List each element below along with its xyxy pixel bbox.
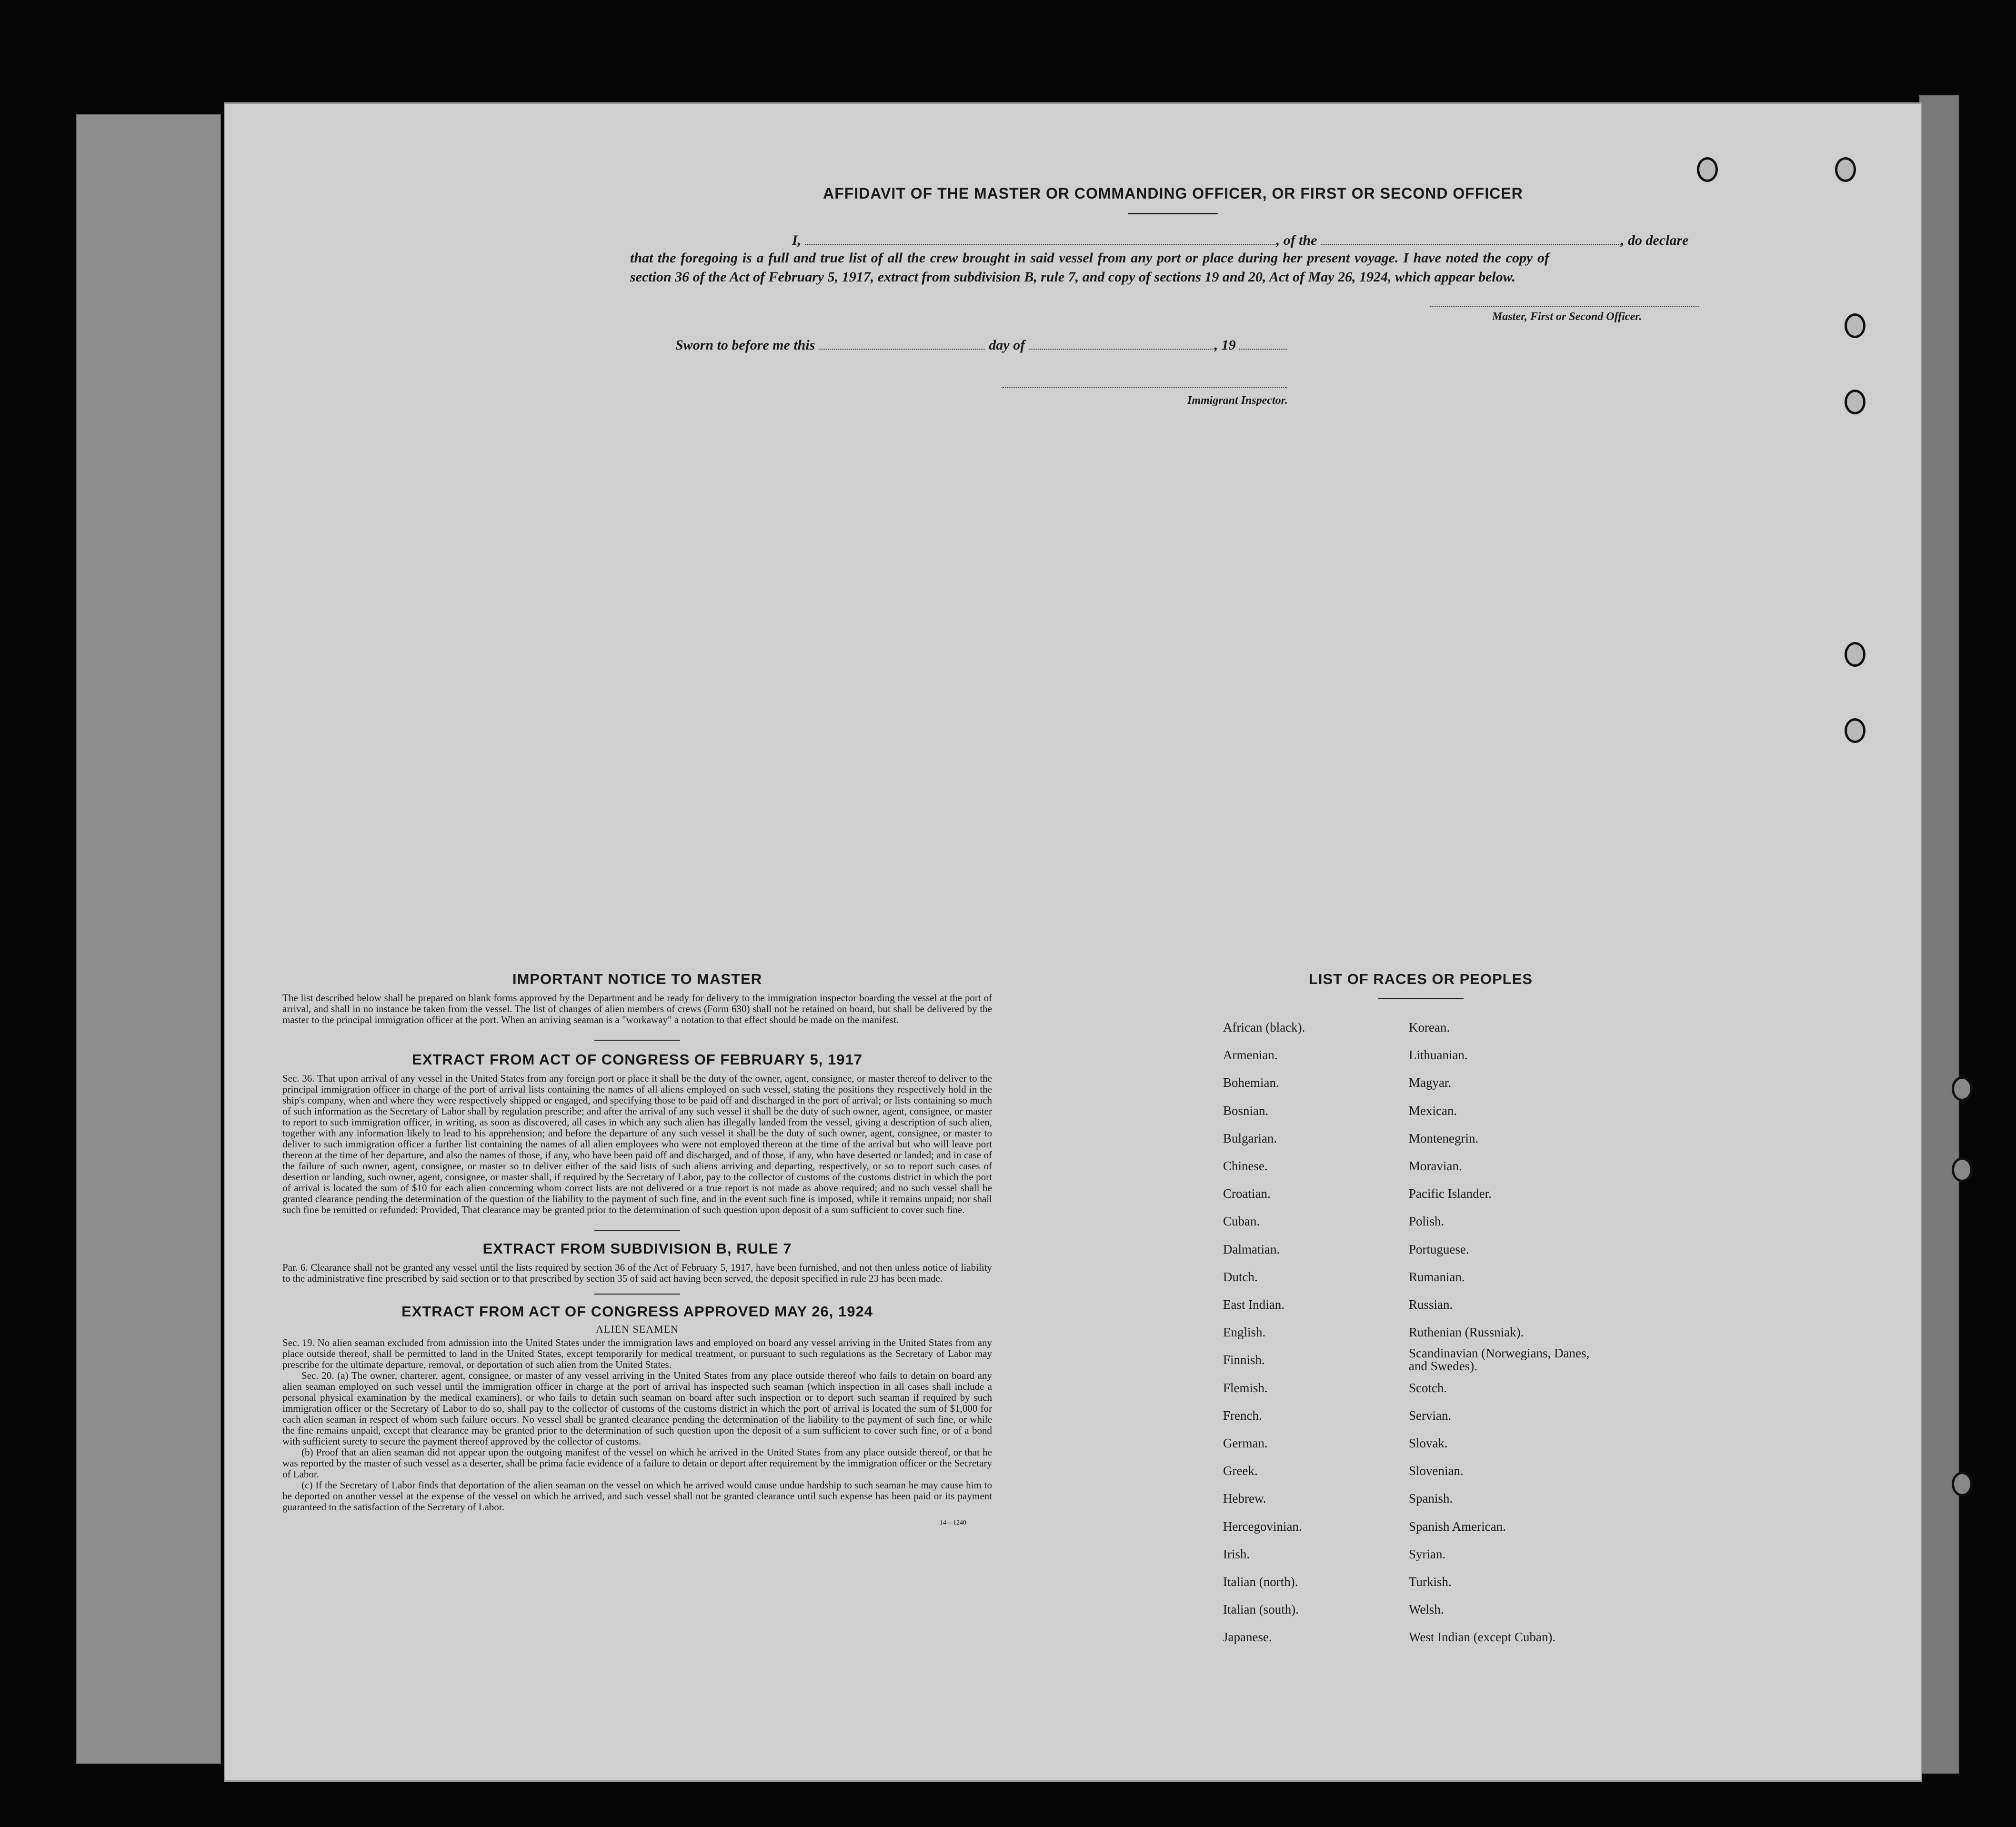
punch-hole [1835, 157, 1856, 182]
sworn-line [597, 334, 1749, 353]
punch-hole [1845, 313, 1866, 338]
race-entry: Servian. [1409, 1408, 1452, 1423]
year-label: , 19 [1214, 337, 1236, 353]
affidavit-of-the-label: , of the [1276, 232, 1317, 248]
race-entry: Scandinavian (Norwegians, Danes, and Swedes). [1409, 1346, 1590, 1374]
sworn-month-field[interactable] [1029, 334, 1214, 350]
extract-1924-sec19: Sec. 19. No alien seaman excluded from admission into the United States under the immigration laws and employed on board any vessel arriving in the United States from any place outside thereof, shall be permitted to land in the United States, except temporarily for medical treatment, or pursuant to such regulations as the Secretary of Labor may prescribe for the ultimate departure, removal, or deportation of such alien from the United States. [282, 1337, 992, 1370]
divider [594, 1294, 680, 1295]
race-entry: Rumanian. [1409, 1269, 1465, 1284]
race-entry: Bosnian. [1223, 1103, 1269, 1118]
race-entry: Portuguese. [1409, 1242, 1469, 1256]
affidavit-declare-label: , do declare [1621, 232, 1689, 248]
race-entry: Dalmatian. [1223, 1242, 1280, 1256]
race-entry: Mexican. [1409, 1103, 1457, 1118]
race-entry: Slovenian. [1409, 1464, 1464, 1478]
master-signature-label: Master, First or Second Officer. [1492, 311, 1642, 323]
inspector-label: Immigrant Inspector. [1187, 394, 1288, 407]
divider [1378, 998, 1464, 999]
master-signature-line[interactable] [1430, 306, 1699, 307]
underlying-page-left [76, 114, 221, 1764]
race-entry: English. [1223, 1325, 1266, 1340]
master-name-field[interactable] [805, 230, 1276, 245]
race-entry: Spanish American. [1409, 1519, 1506, 1534]
sworn-label: Sworn to before me this [675, 337, 815, 353]
punch-hole [1845, 390, 1866, 414]
race-entry: Magyar. [1409, 1075, 1452, 1090]
race-entry: Finnish. [1223, 1353, 1265, 1367]
race-entry: Dutch. [1223, 1269, 1258, 1284]
race-entry: Hebrew. [1223, 1491, 1266, 1506]
race-entry: Japanese. [1223, 1630, 1272, 1645]
race-entry: Pacific Islander. [1409, 1186, 1492, 1201]
race-entry: African (black). [1223, 1020, 1305, 1034]
races-section [1216, 971, 1625, 999]
sworn-day-field[interactable] [819, 334, 985, 350]
race-entry: Montenegrin. [1409, 1131, 1479, 1145]
race-entry: Irish. [1223, 1546, 1250, 1561]
race-entry: German. [1223, 1436, 1268, 1451]
race-entry: Hercegovinian. [1223, 1519, 1302, 1534]
race-entry: East Indian. [1223, 1297, 1284, 1312]
race-entry: Korean. [1409, 1020, 1450, 1034]
race-entry: Ruthenian (Russniak). [1409, 1325, 1524, 1340]
race-entry: Turkish. [1409, 1575, 1452, 1589]
notice-text: The list described below shall be prepared on blank forms approved by the Department and be ready for delivery to the immigration inspector boarding the vessel at the port of arrival, and shall in no instance be taken from the vessel. The list of changes of alien members of crews (Form 630) shall not be retained on board, but shall be delivered by the master to the principal immigration officer at the port. When an arriving seaman is a "workaway" a notation to that effect should be made on the manifest. [282, 992, 992, 1025]
extract-1924-sec20b: (b) Proof that an alien seaman did not appear upon the outgoing manifest of the vessel on which he arrived in the United States from any place outside thereof, or that he was reported by the master of such vessel as a deserter, shall be prima facie evidence of a failure to detain or deport after requirement by the immigration officer or the Secretary of Labor. [282, 1446, 992, 1480]
race-entry: Greek. [1223, 1464, 1258, 1478]
affidavit-body: that the foregoing is a full and true list of all the crew brought in said vessel from any port or place during her present voyage. I have noted the copy of section 36 of the Act of February 5, 1917, extract from subdivision B, rule 7, and copy of sections 19 and 20, Act of May 26, 1924, which appear below. [630, 250, 1549, 285]
race-entry: Italian (north). [1223, 1575, 1298, 1589]
race-entry: French. [1223, 1408, 1262, 1423]
races-column-2 [1409, 1014, 1609, 1651]
race-entry: Flemish. [1223, 1380, 1268, 1395]
race-entry: Welsh. [1409, 1602, 1444, 1617]
document-page [224, 102, 1922, 1782]
races-title: LIST OF RACES OR PEOPLES [1308, 971, 1533, 987]
race-entry: Lithuanian. [1409, 1048, 1468, 1063]
punch-hole [1952, 1076, 1973, 1101]
punch-hole [1845, 718, 1866, 743]
extract-rule7-text: Par. 6. Clearance shall not be granted any vessel until the lists required by section 36 of the Act of February 5, 1917, have been furnished, and not then unless notice of liability to the administrative fine prescribed by said section or to that prescribed by section 35 of said act having been served, the deposit specified in rule 23 has been made. [282, 1262, 992, 1284]
notice-title: IMPORTANT NOTICE TO MASTER [512, 971, 762, 987]
punch-hole [1952, 1157, 1973, 1182]
race-entry: Slovak. [1409, 1436, 1448, 1451]
punch-hole [1697, 157, 1718, 182]
race-entry: Italian (south). [1223, 1602, 1299, 1617]
inspector-signature-line[interactable] [1002, 387, 1287, 388]
underlying-page-right [1919, 95, 1959, 1774]
race-entry: Scotch. [1409, 1380, 1447, 1395]
affidavit-i-label: I, [792, 232, 802, 248]
divider [1128, 213, 1218, 214]
extract-rule7-title: EXTRACT FROM SUBDIVISION B, RULE 7 [482, 1240, 792, 1257]
affidavit-declaration-line [597, 230, 1749, 249]
race-entry: Cuban. [1223, 1214, 1260, 1229]
notices-column [282, 971, 992, 1527]
race-entry: Moravian. [1409, 1159, 1462, 1174]
races-column-1 [1223, 1014, 1404, 1651]
race-entry: West Indian (except Cuban). [1409, 1630, 1556, 1645]
extract-1924-subtitle: ALIEN SEAMEN [596, 1323, 679, 1335]
affidavit-title: AFFIDAVIT OF THE MASTER OR COMMANDING OFFICER, OR FIRST OR SECOND OFFICER [823, 185, 1523, 202]
sworn-year-field[interactable] [1239, 334, 1287, 350]
form-number: 14—1240 [940, 1519, 966, 1526]
punch-hole [1845, 642, 1866, 667]
race-entry: Spanish. [1409, 1491, 1453, 1506]
extract-1917-text: Sec. 36. That upon arrival of any vessel in the United States from any foreign port or place it shall be the duty of the owner, agent, consignee, or master thereof to deliver to the principal immigration officer in charge of the port of arrival lists containing the names of all aliens employed on such vessel, stating the positions they respectively hold in the ship's company, when and where they were respectively shipped or engaged, and specifying those to be paid off and discharged in the port of arrival; or lists containing so much of such information as the Secretary of Labor shall by regulation prescribe; and after the arrival of any such vessel it shall be the duty of such owner, agent, consignee, or master to report to such immigration officer, in writing, as soon as discovered, all cases in which any such alien has illegally landed from the vessel, giving a description of such alien, together with any information likely to lead to his apprehension; and before the departure of any such vessel it shall be the duty of such owner, agent, consignee, or master to deliver to such immigration officer a further list containing the names of all alien employees who were not employed thereon at the time of the arrival but who will leave port thereon at the time of her departure, and also the names of those, if any, who have been paid off and discharged, and of those, if any, who have deserted or landed; and in case of the failure of such owner, agent, consignee, or master so to deliver either of the said lists of such aliens arriving and departing, respectively, or so to report such cases of desertion or landing, such owner, agent, consignee, or master shall, if required by the Secretary of Labor, pay to the collector of customs of the customs district in which the port of arrival is located the sum of $10 for each alien concerning whom correct lists are not delivered or a true report is not made as above required; and no such vessel shall be granted clearance pending the determination of the question of the liability to the payment of such fine, and in the event such fine is imposed, while it remains unpaid; nor shall such fine be remitted or refunded: Provided, That clearance may be granted prior to the determination of such question upon deposit of a sum sufficient to cover such fine. [282, 1073, 992, 1215]
divider [594, 1040, 680, 1041]
extract-1917-title: EXTRACT FROM ACT OF CONGRESS OF FEBRUARY 5, 1917 [412, 1051, 863, 1068]
day-of-label: day of [989, 337, 1025, 353]
affidavit-section [597, 185, 1749, 407]
extract-1924-sec20a: Sec. 20. (a) The owner, charterer, agent, consignee, or master of any vessel arriving in the United States from any place outside thereof who fails to detain on board any alien seaman employed on such vessel until the immigration officer in charge at the port of arrival has inspected such seaman (which inspection in all cases shall include a personal physical examination by the medical examiners), or who fails to detain such seaman on board after such inspection or to deport such seaman if required by such immigration officer or the Secretary of Labor to do so, shall pay to the collector of customs of the customs district in which the port of arrival is located the sum of $1,000 for each alien seaman in respect of whom such failure occurs. No vessel shall be granted clearance pending the determination of the liability to the payment of such fine, or while the fine remains unpaid, except that clearance may be granted prior to the determination of such question upon the deposit of a sum sufficient to cover such fine, or of a bond with sufficient surety to secure the payment thereof approved by the collector of customs. [282, 1370, 992, 1447]
race-entry: Russian. [1409, 1297, 1453, 1312]
punch-hole [1952, 1472, 1973, 1496]
race-entry: Armenian. [1223, 1048, 1278, 1063]
race-entry: Syrian. [1409, 1546, 1446, 1561]
race-entry: Bohemian. [1223, 1075, 1279, 1090]
vessel-name-field[interactable] [1321, 230, 1621, 245]
race-entry: Polish. [1409, 1214, 1444, 1229]
race-entry: Croatian. [1223, 1186, 1271, 1201]
extract-1924-title: EXTRACT FROM ACT OF CONGRESS APPROVED MAY 26, 1924 [401, 1303, 873, 1320]
divider [594, 1230, 680, 1231]
race-entry: Bulgarian. [1223, 1131, 1277, 1145]
race-entry: Chinese. [1223, 1159, 1268, 1174]
extract-1924-sec20c: (c) If the Secretary of Labor finds that deportation of the alien seaman on the vessel on which he arrived would cause undue hardship to such seaman he may cause him to be deported on another vessel at the expense of the vessel on which he arrived, and such vessel shall not be granted clearance until such expense has been paid or its payment guaranteed to the satisfaction of the Secretary of Labor. [282, 1479, 992, 1513]
